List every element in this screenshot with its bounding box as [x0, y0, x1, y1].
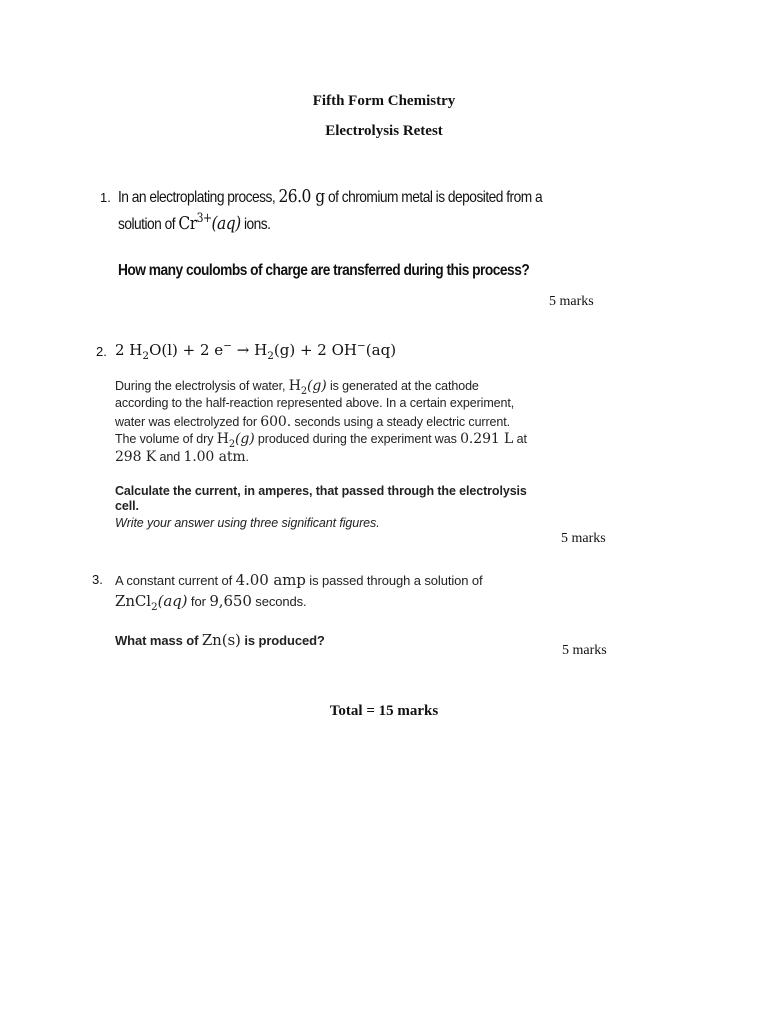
- question-2-line-2: according to the half-reaction represented above. In a certain experiment,: [115, 396, 515, 410]
- total-marks: Total = 15 marks: [329, 703, 439, 719]
- question-3-marks: 5 marks: [562, 643, 607, 658]
- question-2-line-5: 298 K and 1.00 atm.: [115, 449, 249, 465]
- question-2-line-1: During the electrolysis of water, $H_2(g)$ is generated at the cathode: [115, 378, 479, 397]
- question-3-line-1: A constant current of 4.00 amp is passed through a solution of: [115, 571, 483, 589]
- question-3-number: 3.: [92, 572, 103, 587]
- question-1-marks: 5 marks: [549, 294, 594, 309]
- question-2-prompt-line-2: cell.: [115, 499, 139, 513]
- question-1-line-2: solution of $Cr^{3+}(aq)$ ions.: [118, 210, 271, 234]
- question-2-prompt-line-1: Calculate the current, in amperes, that passed through the electrolysis: [115, 484, 527, 498]
- page-subtitle: Electrolysis Retest: [325, 123, 443, 139]
- question-2-equation: 2 $H_2O(l) + 2$ $e^- \to H_2(g) + 2$ OH−(aq): [115, 340, 397, 362]
- question-1-line-1: In an electroplating process, 26.0 g of chromium metal is deposited from a: [118, 186, 543, 207]
- question-2-marks: 5 marks: [561, 531, 606, 546]
- question-1-prompt: How many coulombs of charge are transferred during this process?: [118, 262, 530, 279]
- question-3-prompt: What mass of Zn(s) is produced?: [115, 631, 325, 649]
- question-2-line-4: The volume of dry $H_2(g)$ produced during the experiment was 0.291 L at: [115, 431, 527, 450]
- question-2-line-3: water was electrolyzed for 600. seconds using a steady electric current.: [115, 414, 510, 430]
- question-2-number: 2.: [96, 344, 107, 359]
- question-2-instruction: Write your answer using three significant figures.: [115, 516, 380, 530]
- page-title: Fifth Form Chemistry: [312, 93, 456, 109]
- question-3-line-2: ZnCl$_2$(aq) for 9,650 seconds.: [115, 592, 307, 613]
- question-1-number: 1.: [100, 190, 111, 205]
